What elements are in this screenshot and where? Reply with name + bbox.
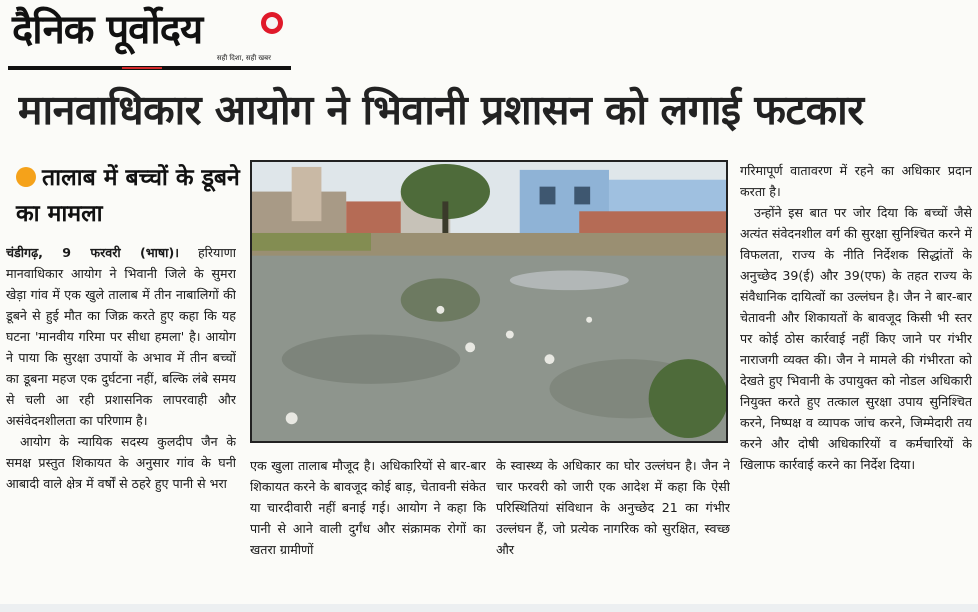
bullet-icon (16, 167, 36, 187)
article-paragraph: के स्वास्थ्य के अधिकार का घोर उल्लंघन है। जैन ने चार फरवरी को जारी एक आदेश में कहा कि ऐसी परिस्थितियां संविधान के अनुच्छेद 21 का गंभीर उल्लंघन हैं, जो प्रत्येक नागरिक को सुरक्षित, स्वच्छ और (496, 458, 730, 557)
newspaper-tagline: सही दिशा, सही खबर (216, 54, 271, 62)
article-paragraph: आयोग के न्यायिक सदस्य कुलदीप जैन के समक्ष प्रस्तुत शिकायत के अनुसार गांव के घनी आबादी वाले क्षेत्र में वर्षों से ठहरे हुए पानी से भरा (6, 434, 236, 491)
article-paragraph: एक खुला तालाब मौजूद है। अधिकारियों से बार-बार शिकायत करने के बावजूद कोई बाड़, चेतावनी संकेत या चारदीवारी नहीं बनाई गई। आयोग ने कहा कि पानी से आने वाली दुर्गंध और संक्रामक रोगों का खतरा ग्रामीणों (250, 458, 486, 557)
article-column-1 (6, 242, 236, 612)
sun-logo-icon (261, 12, 283, 34)
article-paragraph: उन्होंने इस बात पर जोर दिया कि बच्चों जैसे अत्यंत संवेदनशील वर्ग की सुरक्षा सुनिश्चित करने में विफलता, राज्य के नीति निर्देशक सिद्धांतों के अनुच्छेद 39(ई) और 39(एफ) के तहत राज्य के संवैधानिक दायित्वों का उल्लंघन है। जैन ने बार-बार चेतावनी और शिकायतों के बावजूद किसी भी स्तर पर कोई ठोस कार्रवाई नहीं किए जाने पर गंभीर नाराजगी व्यक्त की। जैन ने मामले की गंभीरता को देखते हुए भिवानी के उपायुक्त को नोडल अधिकारी नियुक्त करते हुए तत्काल सुरक्षा उपाय सुनिश्चित करने, निष्पक्ष व व्यापक जांच करने, जिम्मेदारी तय करने और दोषी अधिकारियों व कर्मचारियों के खिलाफ कार्रवाई करने का निर्देश दिया। (740, 205, 972, 472)
news-photo (250, 160, 728, 443)
article-subhead (16, 160, 242, 240)
masthead-rule-accent (122, 67, 162, 69)
masthead (8, 2, 293, 74)
paragraph-text: हरियाणा मानवाधिकार आयोग ने भिवानी जिले के सुमरा खेड़ा गांव में एक खुले तालाब में तीन नाबालिगों की डूबने से हुई मौत का जिक्र करते हुए कहा कि यह घटना 'मानवीय गरिमा पर सीधा हमला' है। आयोग ने पाया कि सुरक्षा उपायों के अभाव में तीन बच्चों का डूबना महज एक दुर्घटना नहीं, बल्कि लंबे समय से चली आ रही प्रशासनिक लापरवाही और असंवेदनशीलता का परिणाम है। (6, 245, 236, 428)
page-bottom-strip (0, 604, 978, 612)
article-column-4 (740, 160, 972, 605)
newspaper-logo: दैनिक पूर्वोदय (12, 6, 203, 53)
article-headline: मानवाधिकार आयोग ने भिवानी प्रशासन को लगाई फटकार (18, 86, 864, 134)
dateline: चंडीगढ़, 9 फरवरी (भाषा)। (6, 245, 179, 260)
pond-photo-illustration (252, 162, 726, 441)
article-paragraph (6, 242, 236, 431)
article-column-2 (250, 455, 486, 605)
article-column-3 (496, 455, 730, 605)
subhead-text: तालाब में बच्चों के डूबने का मामला (16, 165, 240, 227)
article-paragraph: गरिमापूर्ण वातावरण में रहने का अधिकार प्रदान करता है। (740, 163, 972, 199)
